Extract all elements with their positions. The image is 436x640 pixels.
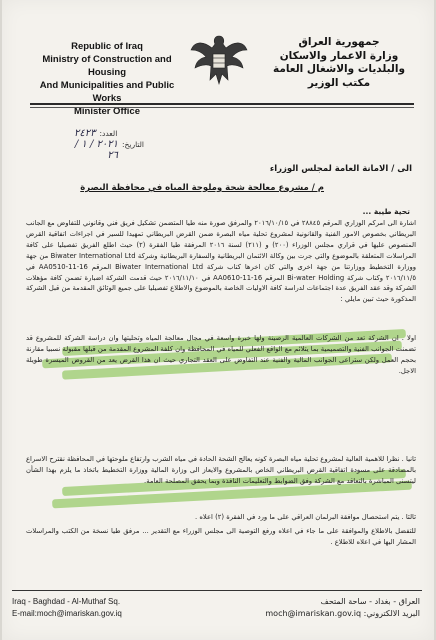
footer-email-en[interactable]: E-mail:moch@imariskan.gov.iq (12, 609, 122, 618)
footer-english (12, 596, 122, 620)
footer-email-ar[interactable]: البريد الالكتروني: moch@imariskan.gov.iq (265, 609, 420, 618)
footer-address-ar: العراق - بغداد - ساحة المتحف (320, 597, 420, 606)
header-en-line2: Ministry of Construction and Housing (42, 54, 172, 78)
reference-block (74, 128, 144, 161)
paragraph-text: ثانيا . نظرا للاهمية العالية لمشروع تحلية مياه البصرة كونه يعالج الشحة الحادة في مياه الشرب وارتفاع ملوحتها في المحافظة نقترح الاسراع بالمصادقة على مسودة اتفاقية القرض البريطاني الخاص بالمشروع والايعاز الى وزارة المالية ووزارة التخطيط باتخاذ ما يلزم بهذا الشأن ليتسنى المباشرة بالتعاقد مع الشركة وفق الضوابط والتعليمات النافذة وبما يحقق المصلحة العامة. (26, 455, 416, 485)
paragraph-text: للتفضل بالاطلاع والموافقة على ما جاء في اعلاه ورفع التوصية الى مجلس الوزراء مع التقدير ... مرفق طيا نسخة من الكتب والمراسلات المشار اليها في اعلاه للاطلاع . (26, 526, 416, 546)
footer-arabic (265, 596, 420, 620)
header-en-line3: And Municipalities and Public Works (39, 80, 175, 104)
reference-number-label: العدد: (99, 129, 118, 138)
paragraph-text: اولا . ان الشركة تعد من الشركات العالمية الرصينة ولها خبرة واسعة في مجال معالجة المياه وتحليتها وان دراسة الشركة للمشروع قد تضمنت الجوانب الفنية والتصميمية بما يتلائم مع الواقع الفعلي للمياه في المحافظة وان كلفة المشروع المقدمة من قبلها مقبولة نسبيا مقارنة بحجم العمل ولكن ستراعى الجوانب المالية والفنية عند التفاوض على العقد التجاري حيث ان هذا القرض يعد من القروض الميسرة طويلة الاجل. (26, 334, 416, 375)
reference-date-label: التاريخ: (122, 140, 144, 149)
reference-date-value: ٢٠٢١ / ١ / ٢٦ (74, 139, 118, 161)
paragraph-closing (26, 512, 416, 584)
letter-page (2, 0, 434, 640)
header-arabic (264, 36, 414, 90)
iraq-eagle-emblem-icon (188, 30, 250, 90)
reference-number-value: ٢٤٢٣ (74, 128, 96, 139)
header-ar-line4: مكتب الوزير (307, 76, 371, 89)
header-ar-line3: والبلديات والاشغال العامة (273, 63, 405, 75)
paragraph-text: ثالثا . يتم استحصال موافقة البرلمان العراقي على ما ورد في الفقرة (٢) اعلاه . (195, 513, 416, 521)
header-en-line4: Minister Office (74, 106, 140, 117)
paragraph-second (26, 454, 416, 510)
header-divider (30, 103, 414, 105)
addressee: الى / الامانة العامة لمجلس الوزراء (269, 164, 412, 174)
header-ar-line1: جمهورية العراق (298, 36, 380, 48)
header-en-line1: Republic of Iraq (71, 41, 143, 52)
greeting: تحية طيبة ... (362, 207, 410, 216)
header-ar-line2: وزارة الاعمار والاسكان (279, 49, 399, 62)
paragraph-intro (26, 218, 416, 330)
footer-address-en: Iraq - Baghdad - Al-Muthaf Sq. (12, 597, 121, 606)
paragraph-first (26, 333, 416, 453)
footer-divider (12, 590, 422, 591)
paragraph-text: اشارة الى امركم الوزاري المرقم ٢٨٨٤٥ في ٢٠١٦/١٠/١٥ والمرفق صورة منه طيا المتضمن تشكيل فريق فني وقانوني للتفاوض مع الجانب البريطاني بخصوص الامور الفنية والقانونية لمشروع تحلية مياه البصرة ضمن القرض البريطاني تمهيدا للسير في اجراءات اتفاقية القرض المنصوص عليها في قراري مجلس الوزراء (٢٠٠) و (٢١١) لسنة ٢٠١٦ المرفقة طيا الفقرة (٢) حيث اطلع الفريق تفصيليا على كافة المراسلات المتعلقة بالموضوع والتي جرت بين وكالة الائتمان البريطانية والسفارة البريطانية وشركة Biwater International Ltd من جهة ووزارة التخطيط ووزارتنا من جهة اخرى والتي كان اخرها كتاب شركة Biwater International Ltd المرقم AA0510-11-16 في ٢٠١٦/١١/٥ وكتاب شركة Bi-water Holding المرقم AA0610-11-16 في ٢٠١٦/١١/١٠ حيث قدمت الشركة اضبارة تضمن كافة مؤهلات الشركة وقد عقد الفريق عدة اجتماعات لدراسة كافة الاوليات الخاصة بالموضوع والاطلاع تفصيليا على جميع الوثائق المقدمة من قبل الشركة المذكورة حيث تبين مايلي : (26, 219, 416, 304)
header-divider-thin (30, 107, 414, 108)
subject-line: م / مشروع معالجة شحة وملوحة المياه في محافظة البصرة (80, 183, 324, 193)
